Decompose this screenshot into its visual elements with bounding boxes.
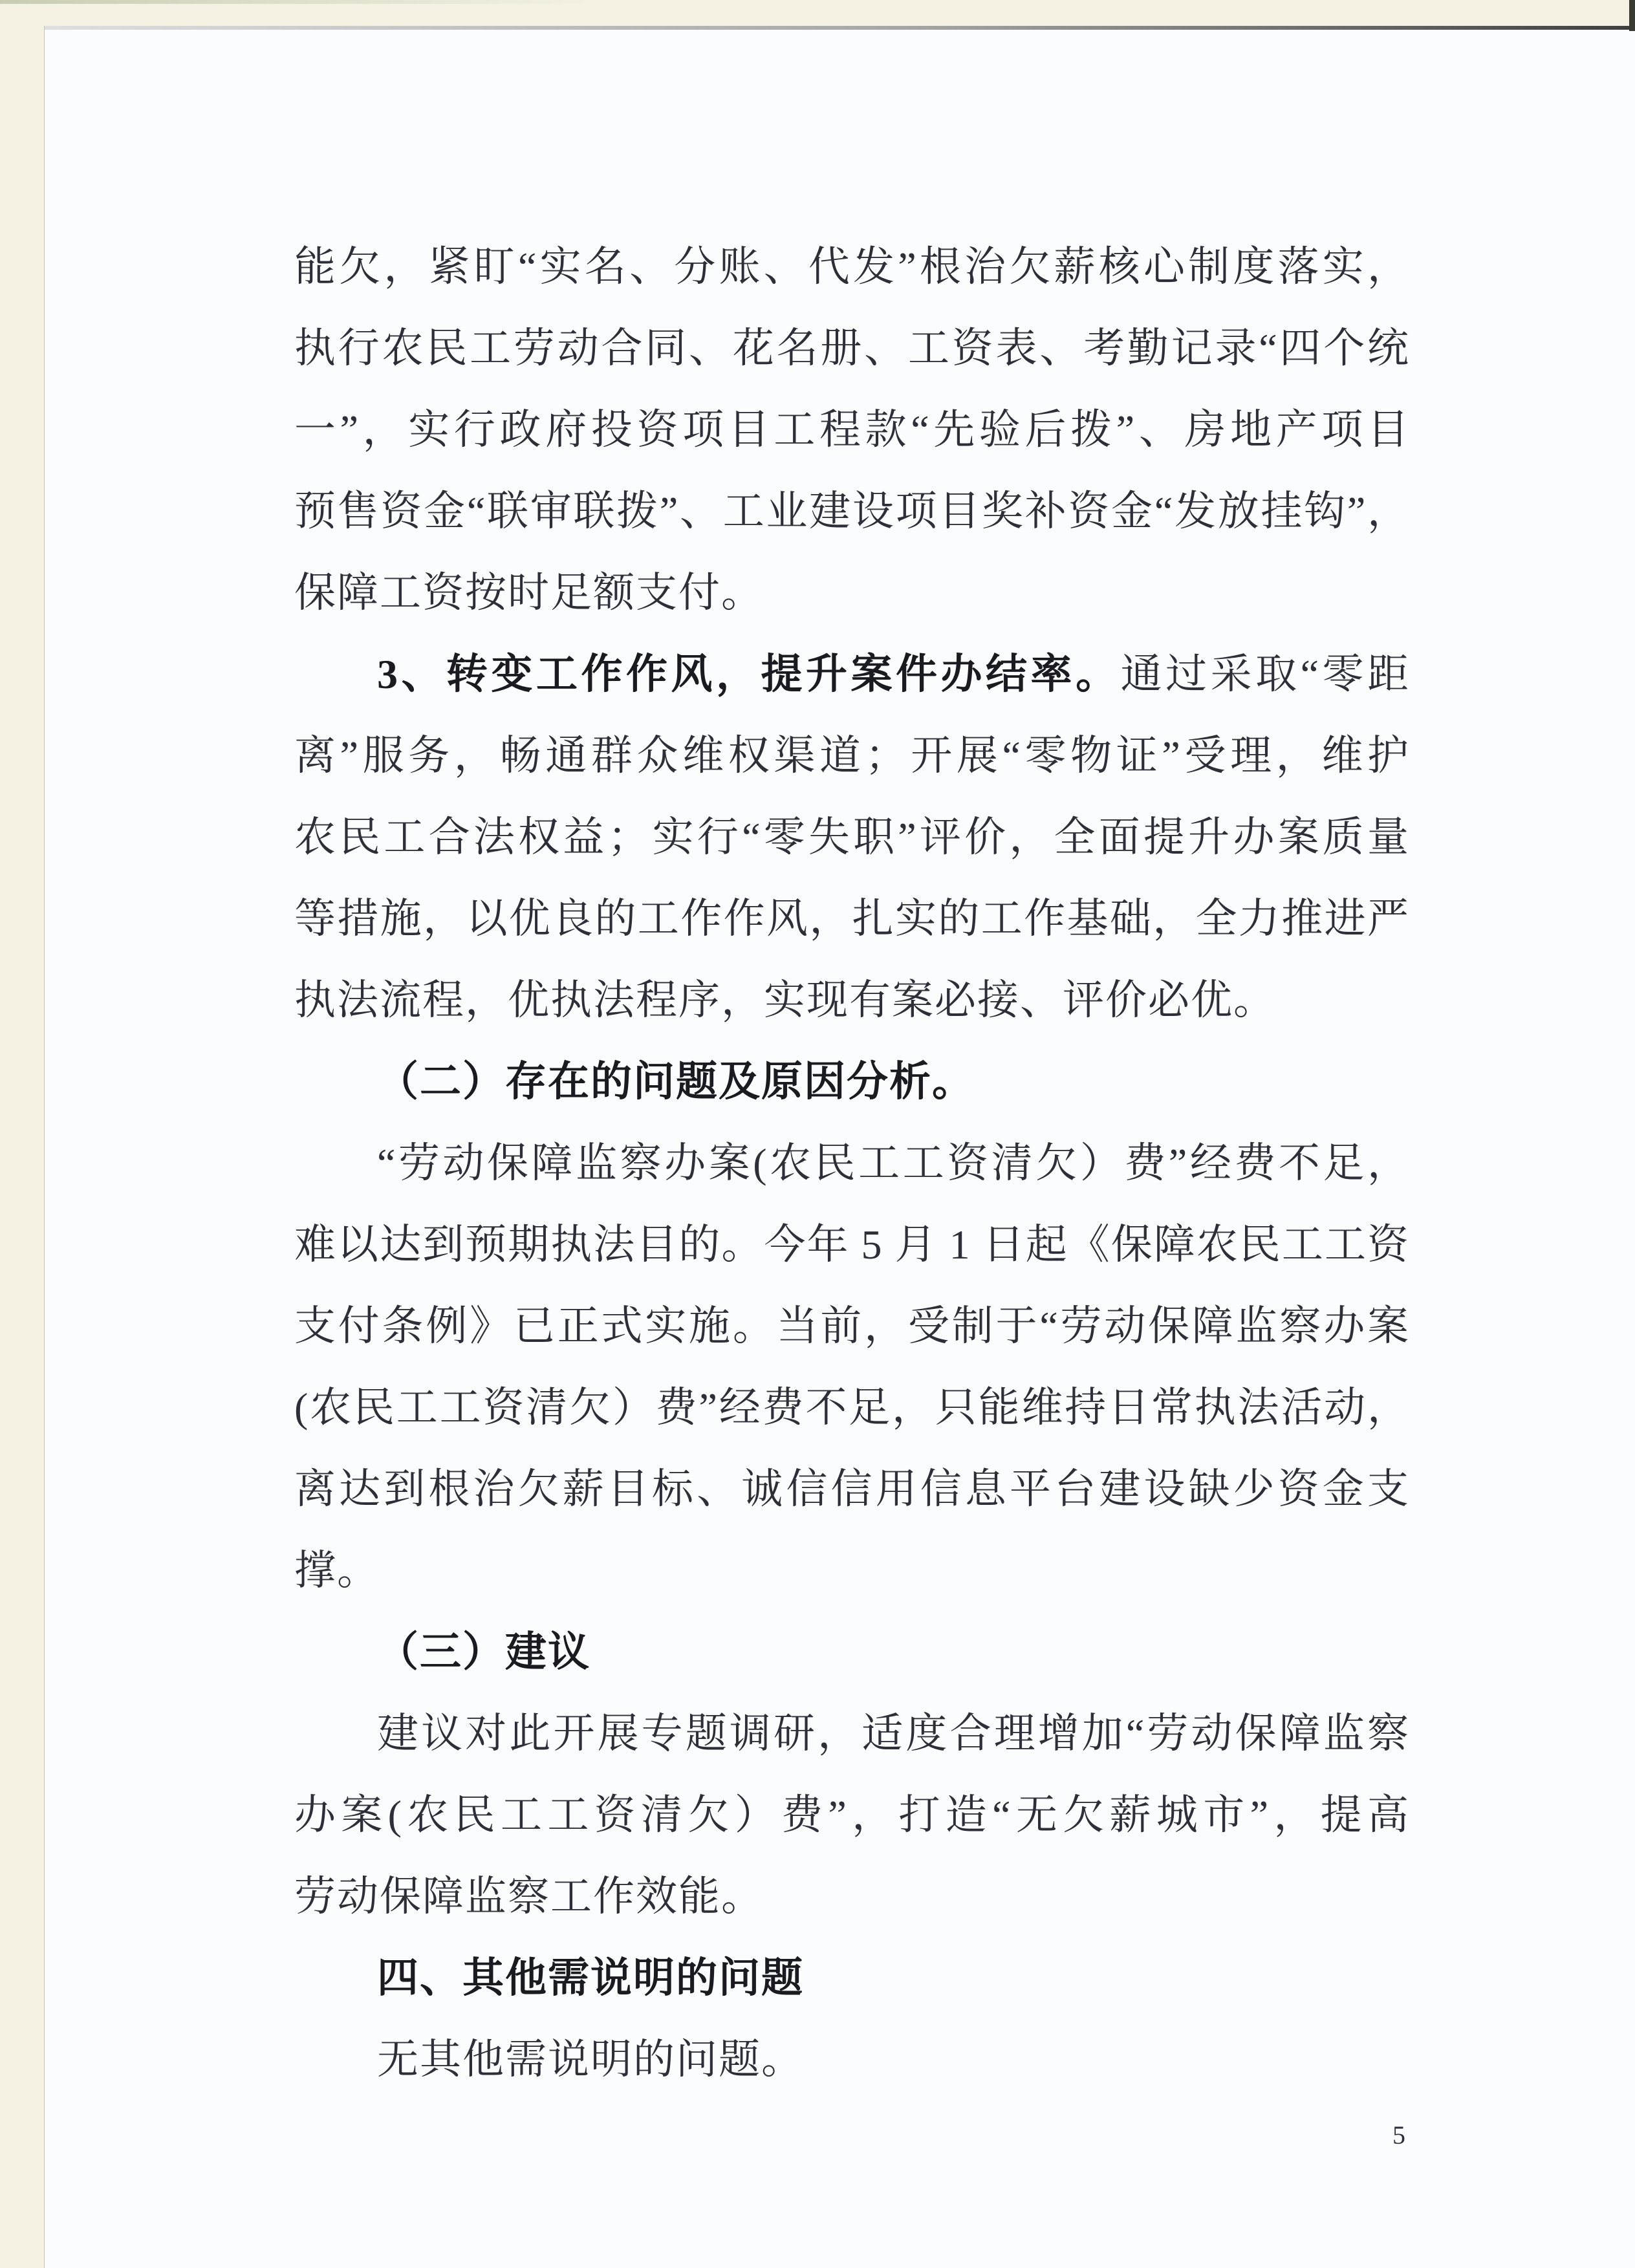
scanner-corner-mark (1629, 0, 1635, 31)
scanner-edge-strip (0, 0, 711, 4)
text-line (294, 1693, 1410, 1775)
text-line (294, 308, 1410, 389)
text-line (294, 1449, 1410, 1530)
text-run: 能欠，紧盯“实名、分账、代发”根治欠薪核心制度落实， (294, 244, 1410, 290)
text-line (294, 1530, 1410, 1612)
text-line (294, 960, 1410, 1041)
text-run: 建议对此开展专题调研，适度合理增加“劳动保障监察 (377, 1711, 1410, 1756)
document-body (294, 226, 1410, 2101)
text-line (294, 1286, 1410, 1367)
text-line (294, 226, 1410, 308)
text-run: 执行农民工劳动合同、花名册、工资表、考勤记录“四个统 (294, 325, 1410, 371)
text-line (294, 1775, 1410, 1856)
text-run: 等措施，以优良的工作作风，扎实的工作基础，全力推进严 (294, 896, 1410, 942)
heading-run: 3、转变工作作风，提升案件办结率。 (377, 651, 1121, 697)
text-line (294, 1041, 1410, 1123)
text-line (294, 552, 1410, 634)
text-run: 农民工合法权益；实行“零失职”评价，全面提升办案质量 (294, 814, 1410, 860)
text-run: 保障工资按时足额支付。 (294, 570, 764, 616)
text-line (294, 471, 1410, 552)
text-run: 劳动保障监察工作效能。 (294, 1874, 764, 1919)
text-line (294, 797, 1410, 878)
text-run: 难以达到预期执法目的。今年 5 月 1 日起《保障农民工工资 (294, 1222, 1410, 1268)
text-run: 一”，实行政府投资项目工程款“先验后拨”、房地产项目 (294, 407, 1410, 453)
text-line (294, 715, 1410, 797)
text-run: “劳动保障监察办案(农民工工资清欠）费”经费不足， (377, 1140, 1410, 1186)
text-line (294, 389, 1410, 471)
text-run: 执法流程，优执法程序，实现有案必接、评价必优。 (294, 977, 1276, 1023)
text-run: 无其他需说明的问题。 (377, 2036, 804, 2082)
heading-run: （二）存在的问题及原因分析。 (377, 1059, 975, 1105)
text-line (294, 1204, 1410, 1286)
text-run: 办案(农民工工资清欠）费”，打造“无欠薪城市”，提高 (294, 1792, 1410, 1838)
text-line (294, 1938, 1410, 2019)
text-run: 撑。 (294, 1548, 380, 1593)
page-number: 5 (1392, 2121, 1405, 2150)
text-line (294, 878, 1410, 960)
text-run: (农民工工资清欠）费”经费不足，只能维持日常执法活动， (294, 1385, 1410, 1431)
text-line (294, 1856, 1410, 1938)
page-edge-shadow (45, 26, 1635, 30)
text-line (294, 2019, 1410, 2101)
text-line (294, 634, 1410, 715)
text-run: 支付条例》已正式实施。当前，受制于“劳动保障监察办案 (294, 1303, 1410, 1349)
text-line (294, 1612, 1410, 1693)
text-run: 预售资金“联审联拨”、工业建设项目奖补资金“发放挂钩”， (294, 488, 1410, 534)
heading-run: 四、其他需说明的问题 (377, 1955, 804, 2001)
text-line (294, 1123, 1410, 1204)
text-run: 离达到根治欠薪目标、诚信信用信息平台建设缺少资金支 (294, 1466, 1410, 1512)
text-run: 通过采取“零距 (1120, 651, 1411, 697)
text-run: 离”服务，畅通群众维权渠道；开展“零物证”受理，维护 (294, 733, 1410, 779)
heading-run: （三）建议 (377, 1629, 590, 1675)
text-line (294, 1367, 1410, 1449)
